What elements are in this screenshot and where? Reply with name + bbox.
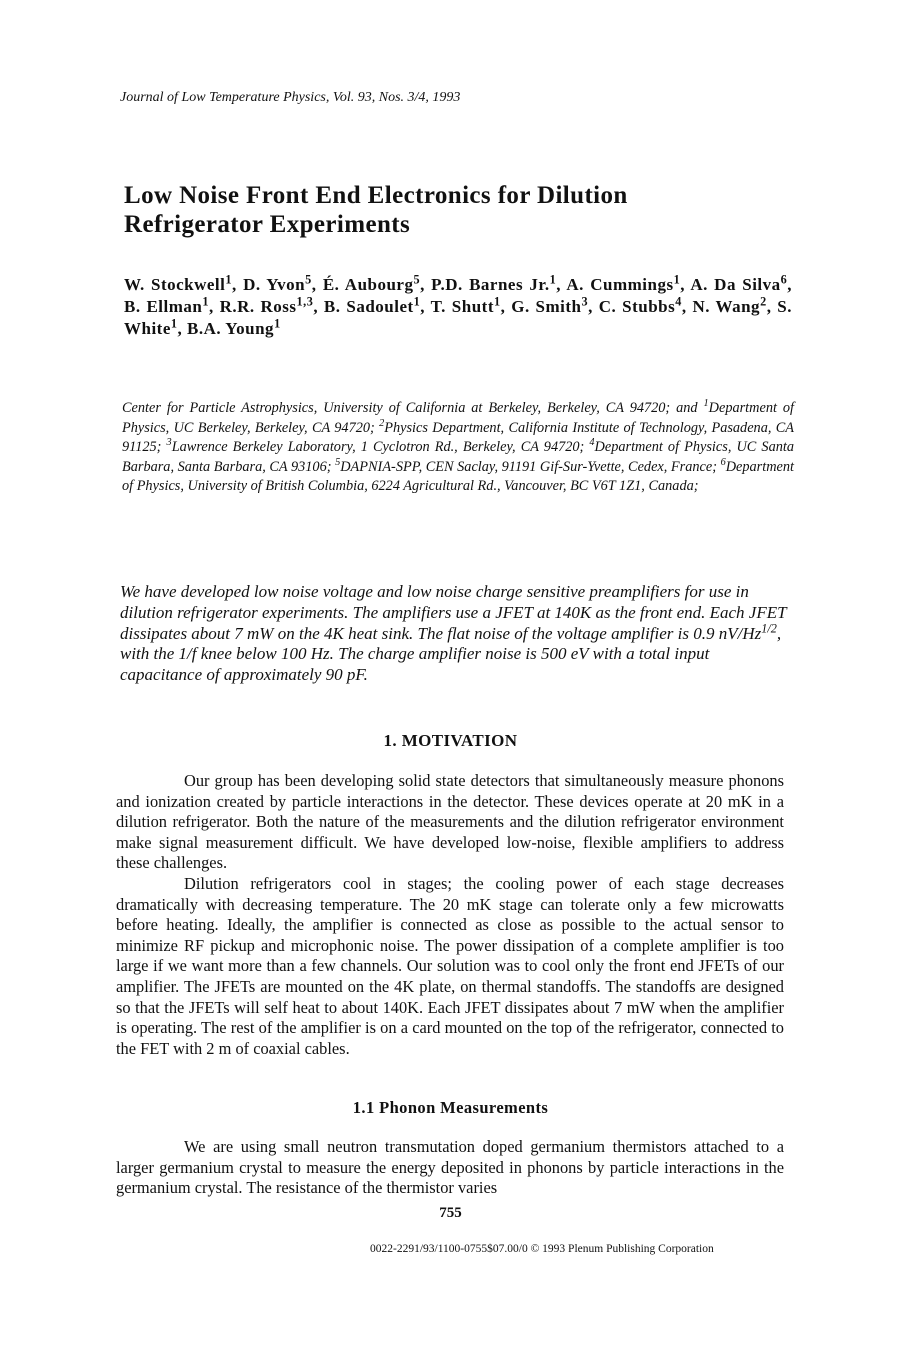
journal-citation: Journal of Low Temperature Physics, Vol. 93, Nos. 3/4, 1993 bbox=[120, 90, 461, 105]
section-heading-motivation: 1. MOTIVATION bbox=[383, 731, 518, 750]
phonon-body bbox=[116, 1137, 784, 1199]
author: B. Sadoulet$^1$, bbox=[323, 294, 426, 316]
motivation-body bbox=[116, 771, 784, 1059]
author-list bbox=[124, 274, 792, 340]
author: W. Stockwell$^1$, bbox=[124, 272, 237, 294]
author: A. Cummings$^1$, bbox=[566, 272, 685, 294]
paragraph: Our group has been developing solid state detectors that simultaneously measure phonons and ionization created by particle interactions in the detector. These devices operate at 20 mK in a dilution refrigerator. Both the nature of the measurements and the dilution refrigerator environment make signal measurement difficult. We have developed low-noise, flexible amplifiers to address these challenges. bbox=[116, 771, 784, 873]
abstract: We have developed low noise voltage and low noise charge sensitive preamplifiers for use in dilution refrigerator experiments. The amplifiers use a JFET at 140K as the front end. Each JFET dissipates about 7 mW on the 4K heat sink. The flat noise of the voltage amplifier is 0.9 $nV/Hz^{1/2}$, with the 1/f knee below 100 Hz. The charge amplifier noise is 500 eV with a total input capacitance of approximately 90 pF. bbox=[120, 582, 787, 685]
author: B. Ellman$^1$, bbox=[124, 294, 214, 316]
author: C. Stubbs$^4$, bbox=[598, 294, 687, 316]
author: É. Aubourg$^5$, bbox=[322, 272, 425, 294]
title-line-2: Refrigerator Experiments bbox=[124, 211, 411, 238]
page-number: 755 bbox=[439, 1205, 462, 1221]
affiliation: $^3$Lawrence Berkeley Laboratory, 1 Cyclotron Rd., Berkeley, CA 94720; bbox=[166, 437, 585, 456]
paper-title bbox=[124, 181, 804, 239]
author: G. Smith$^3$, bbox=[511, 294, 593, 316]
author: T. Shutt$^1$, bbox=[430, 294, 506, 316]
copyright-line: 0022-2291/93/1100-0755$07.00/0 © 1993 Plenum Publishing Corporation bbox=[370, 1243, 714, 1255]
author: P.D. Barnes Jr.$^1$, bbox=[431, 272, 562, 294]
paragraph: We are using small neutron transmutation doped germanium thermistors attached to a larger germanium crystal to measure the energy deposited in phonons by particle interactions in the germanium crystal. The resistance of the thermistor varies bbox=[116, 1137, 784, 1198]
author: S. White$^1$, bbox=[124, 297, 793, 338]
affiliation: $^1$Department of Physics, UC Berkeley, Berkeley, CA 94720; bbox=[122, 398, 795, 436]
author: D. Yvon$^5$, bbox=[243, 272, 317, 294]
paragraph: Dilution refrigerators cool in stages; the cooling power of each stage decreases dramatically with decreasing temperature. The 20 mK stage can tolerate only a few microwatts before heating. Ideally, the amplifier is connected as close as possible to the actual sensor to minimize RF pickup and microphonic noise. The power dissipation of a complete amplifier is too large if we want more than a few channels. Our solution was to cool only the front end JFETs of our amplifier. The JFETs are mounted on the 4K plate, on thermal standoffs. The standoffs are designed so that the JFETs will self heat to about 140K. Each JFET dissipates about 7 mW when the amplifier is operating. The rest of the amplifier is on a card mounted on the top of the refrigerator, connected to the FET with 2 m of coaxial cables. bbox=[116, 873, 784, 1058]
subsection-heading-phonon: 1.1 Phonon Measurements bbox=[352, 1098, 549, 1117]
author: R.R. Ross$^{1,3}$, bbox=[219, 294, 319, 316]
affiliation: $^6$Department of Physics, University of British Columbia, 6224 Agricultural Rd., Vancouver, BC V6T 1Z1, Canada; bbox=[122, 457, 795, 495]
author: A. Da Silva$^6$, bbox=[690, 272, 793, 294]
author: B.A. Young$^1$ bbox=[187, 316, 281, 338]
title-line-1: Low Noise Front End Electronics for Dilution bbox=[124, 182, 628, 209]
affiliation: $^2$Physics Department, California Institute of Technology, Pasadena, CA 91125; bbox=[122, 417, 795, 456]
affiliations bbox=[122, 399, 794, 497]
affiliation-lead: Center for Particle Astrophysics, University of California at Berkeley, Berkeley, CA 94720; and bbox=[122, 400, 698, 416]
affiliation: $^5$DAPNIA-SPP, CEN Saclay, 91191 Gif-Sur-Yvette, Cedex, France; bbox=[335, 457, 717, 475]
affiliation: $^4$Department of Physics, UC Santa Barbara, Santa Barbara, CA 93106; bbox=[122, 437, 794, 475]
author: N. Wang$^2$, bbox=[692, 294, 772, 316]
